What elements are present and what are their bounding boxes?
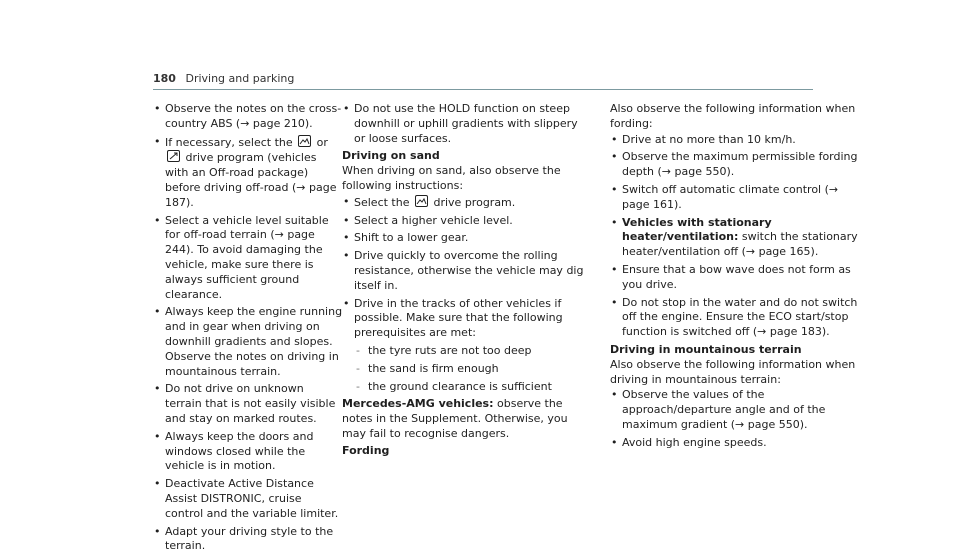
terrain-drive-program-icon [415, 195, 428, 207]
list-item: • Do not use the HOLD function on steep downhill or uphill gradients with slippery or loose surfaces. [343, 102, 578, 145]
sub-list-item: - the tyre ruts are not too deep [356, 343, 532, 357]
list-item: • Shift to a lower gear. [343, 231, 469, 245]
list-item: • Avoid high engine speeds. [611, 435, 767, 449]
list-item: • Ensure that a bow wave does not form as you drive. [611, 262, 851, 291]
section-title: Driving and parking [185, 72, 295, 85]
terrain-drive-program-icon [298, 135, 311, 147]
heading-driving-on-sand: Driving on sand [342, 149, 440, 163]
list-item: • Switch off automatic climate control (→ page 161). [611, 182, 839, 211]
paragraph: When driving on sand, also observe the following instructions: [342, 164, 561, 192]
list-item: • Do not drive on unknown terrain that is not easily visible and stay on marked routes. [154, 382, 336, 425]
list-item: • If necessary, select the or drive program (vehicles with an Off-road package) before driving off-road (→ page 187). [154, 134, 337, 209]
offroad-drive-program-icon [167, 150, 180, 162]
column-3 [610, 102, 860, 454]
list-item: • Observe the notes on the cross-country ABS (→ page 210). [154, 102, 342, 130]
list-item: • Drive in the tracks of other vehicles if possible. Make sure that the following prerequisites are met: [343, 296, 563, 340]
paragraph: Also observe the following information when driving in mountainous terrain: [610, 357, 856, 386]
list-item: • Observe the values of the approach/departure angle and of the maximum gradient (→ page 550). [611, 388, 826, 431]
amg-note: Mercedes-AMG vehicles: observe the notes in the Supplement. Otherwise, you may fail to recognise dangers. [342, 397, 568, 440]
list-item: • Adapt your driving style to the terrain. [154, 524, 334, 553]
paragraph: Also observe the following information when fording: [610, 102, 856, 130]
list-item: • Deactivate Active Distance Assist DISTRONIC, cruise control and the variable limiter. [154, 477, 339, 520]
list-item: • Observe the maximum permissible fording depth (→ page 550). [611, 150, 858, 179]
list-item: • Drive at no more than 10 km/h. [611, 132, 796, 146]
column-2 [342, 102, 592, 459]
list-item: • Always keep the engine running and in gear when driving on downhill gradients and slopes. Observe the notes on driving in mountainous terrain. [154, 305, 343, 378]
list-item: • Select a vehicle level suitable for off-road terrain (→ page 244). To avoid damaging the vehicle, make sure there is always sufficient ground clearance. [154, 213, 329, 301]
column-1 [153, 102, 343, 557]
heading-fording: Fording [342, 443, 390, 457]
list-item: • Select a higher vehicle level. [343, 213, 513, 227]
sub-list-item: - the ground clearance is sufficient [356, 379, 552, 393]
heading-mountainous-terrain: Driving in mountainous terrain [610, 342, 802, 356]
page-header [153, 72, 294, 85]
list-item: • Do not stop in the water and do not switch off the engine. Ensure the ECO start/stop function is switched off (→ page 183). [611, 295, 858, 339]
list-item: • Vehicles with stationary heater/ventilation: switch the stationary heater/ventilation off (→ page 165). [611, 215, 858, 259]
sub-list-item: - the sand is firm enough [356, 361, 499, 375]
header-rule [153, 89, 813, 90]
list-item: • Select the drive program. [343, 194, 516, 209]
list-item: • Always keep the doors and windows closed while the vehicle is in motion. [154, 429, 314, 473]
list-item: • Drive quickly to overcome the rolling resistance, otherwise the vehicle may dig itself in. [343, 249, 584, 292]
page-number: 180 [153, 72, 176, 85]
